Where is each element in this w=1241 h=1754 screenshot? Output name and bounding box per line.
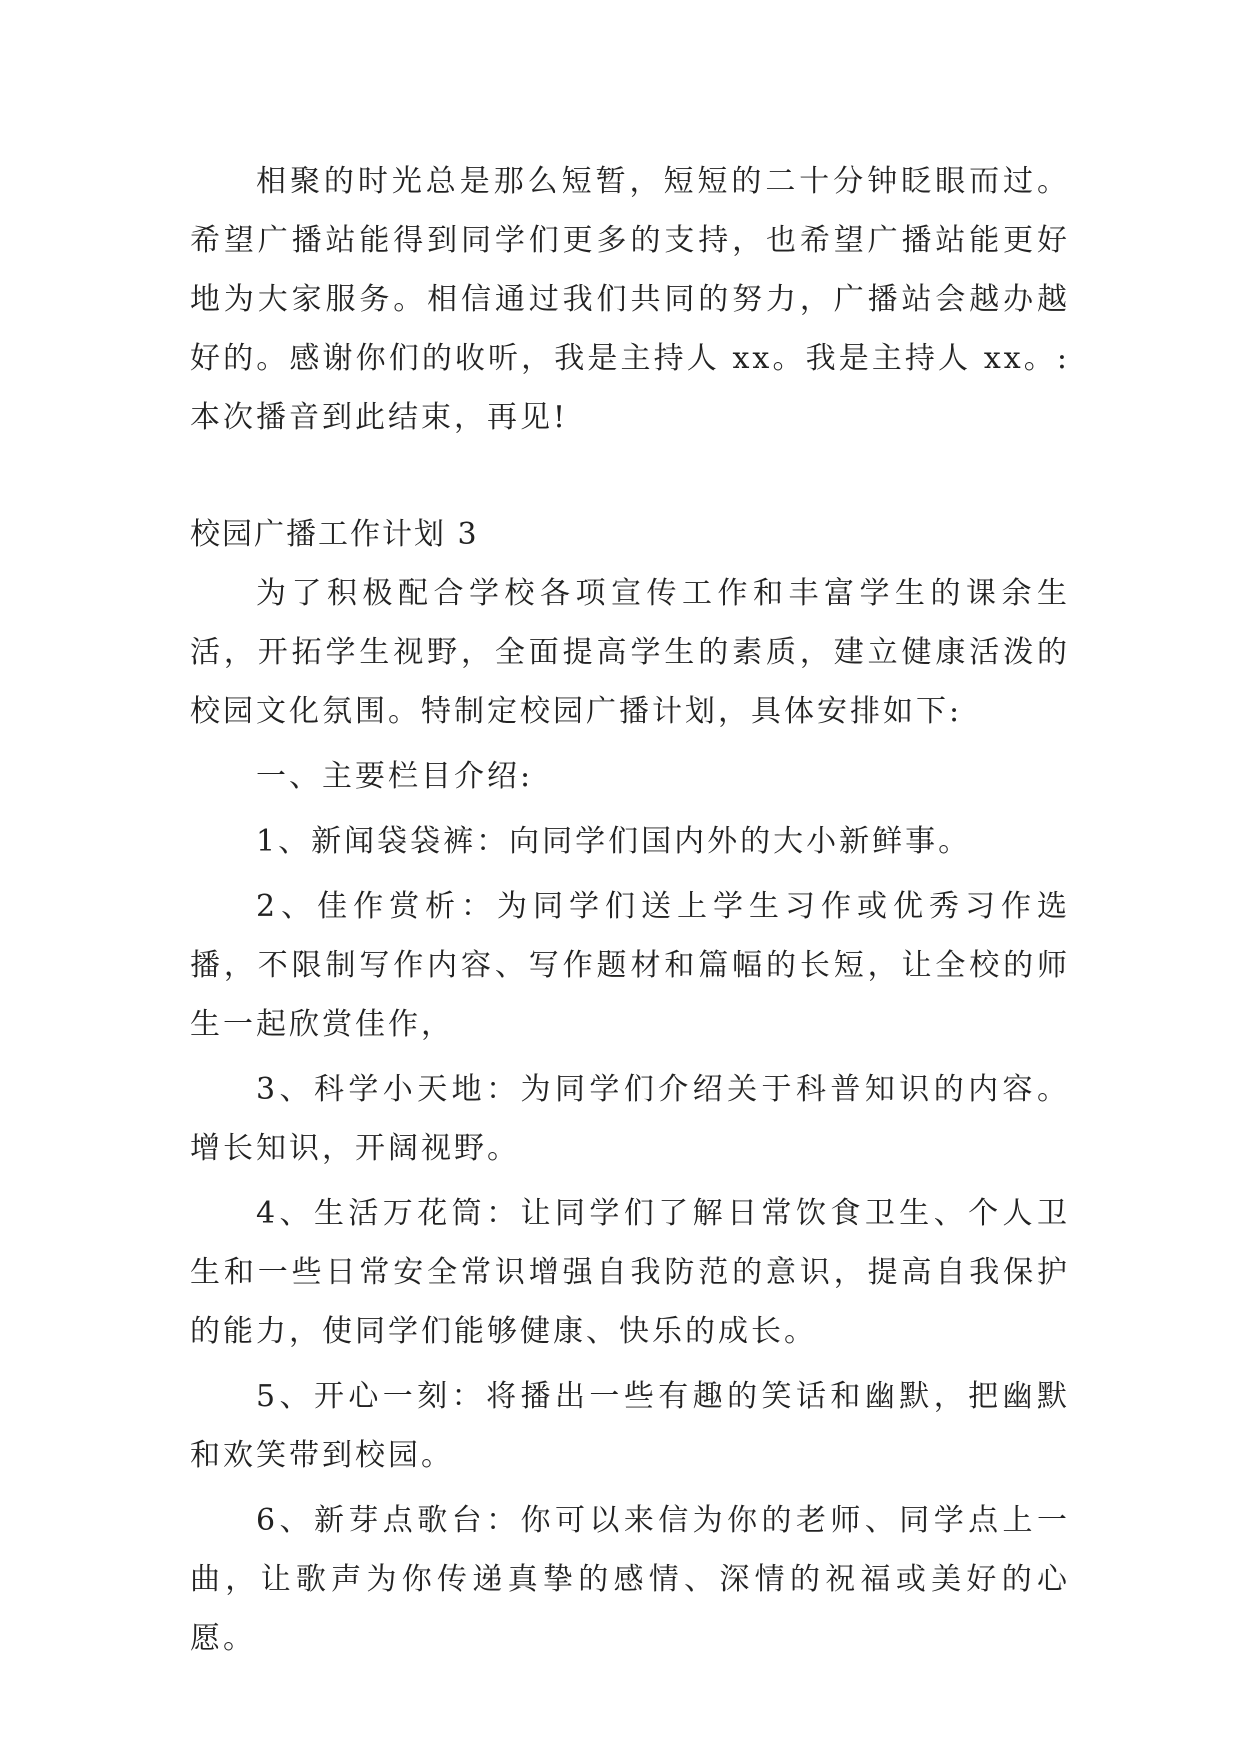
list-item-fun: 5、开心一刻：将播出一些有趣的笑话和幽默，把幽默和欢笑带到校园。 [190, 1379, 1070, 1473]
closing-paragraph: 相聚的时光总是那么短暂，短短的二十分钟眨眼而过。希望广播站能得到同学们更多的支持，也希望广播站能更好地为大家服务。相信通过我们共同的努力，广播站会越办越好的。感谢你们的收听，我是主持人 xx。我是主持人 xx。:本次播音到此结束，再见! [190, 164, 1070, 435]
document-page [190, 152, 1070, 1674]
list-item-life: 4、生活万花筒：让同学们了解日常饮食卫生、个人卫生和一些日常安全常识增强自我防范的意识，提高自我保护的能力，使同学们能够健康、快乐的成长。 [190, 1196, 1070, 1349]
subheading-main-columns: 一、主要栏目介绍: [256, 759, 534, 794]
list-item-writing: 2、佳作赏析：为同学们送上学生习作或优秀习作选播，不限制写作内容、写作题材和篇幅的长短，让全校的师生一起欣赏佳作， [190, 889, 1070, 1042]
intro-paragraph: 为了积极配合学校各项宣传工作和丰富学生的课余生活，开拓学生视野，全面提高学生的素质，建立健康活泼的校园文化氛围。特制定校园广播计划，具体安排如下: [190, 576, 1070, 729]
list-item-songs: 6、新芽点歌台：你可以来信为你的老师、同学点上一曲，让歌声为你传递真挚的感情、深情的祝福或美好的心愿。 [190, 1503, 1070, 1656]
section-title: 校园广播工作计划 3 [190, 517, 479, 552]
list-item-science: 3、科学小天地：为同学们介绍关于科普知识的内容。增长知识，开阔视野。 [190, 1072, 1070, 1166]
list-item-news: 1、新闻袋袋裤：向同学们国内外的大小新鲜事。 [256, 824, 972, 859]
